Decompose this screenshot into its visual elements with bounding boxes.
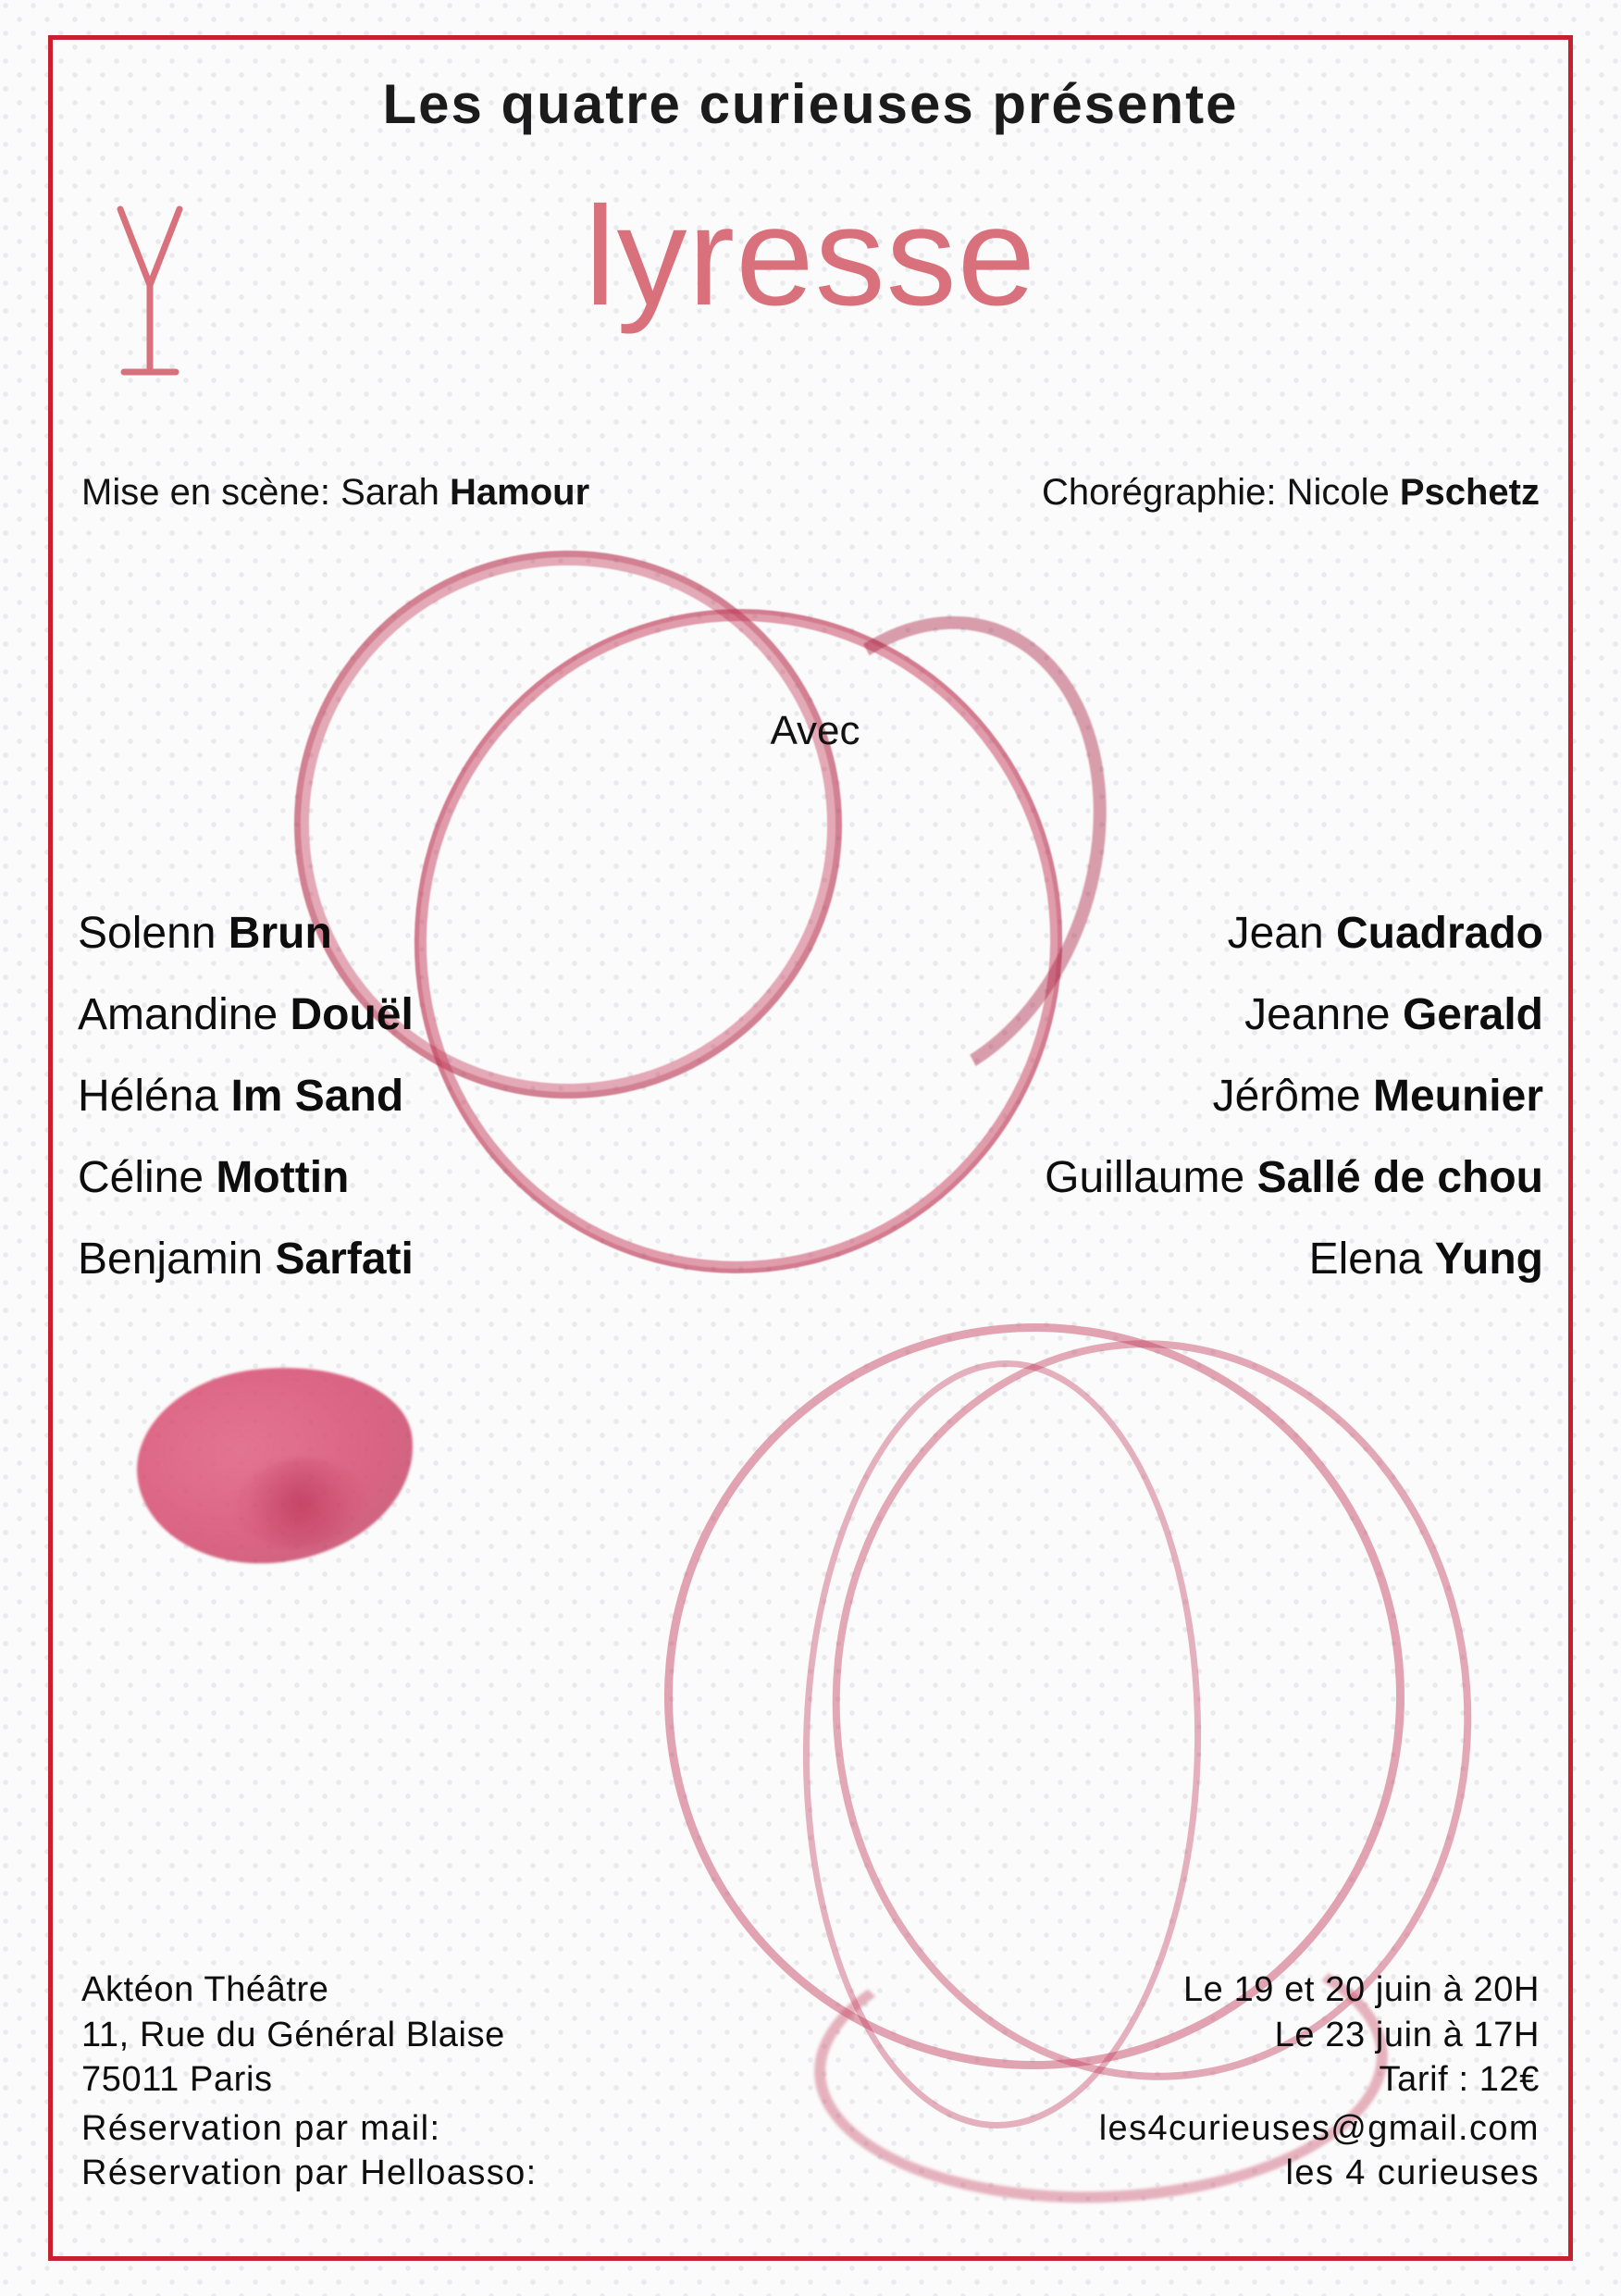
cast-member-left (78, 990, 414, 1039)
cast-first-name: Solenn (78, 909, 229, 958)
cast-member-right (1045, 1153, 1543, 1202)
cast-row (78, 1074, 1543, 1119)
contact-helloasso-row (81, 2151, 1540, 2196)
cast-member-left (78, 1153, 350, 1202)
wine-glass-icon (107, 200, 192, 385)
dates-block (1183, 1967, 1540, 2103)
contact-mail-value[interactable]: les4curieuses@gmail.com (1098, 2108, 1540, 2148)
cast-member-right (1213, 1074, 1543, 1119)
cast-first-name: Jean (1227, 909, 1336, 958)
cast-last-name: Sarfati (275, 1235, 414, 1284)
cast-list (78, 909, 1543, 1319)
choreography-name: Pschetz (1399, 472, 1540, 513)
date-line-2: Le 23 juin à 17H (1274, 2015, 1540, 2054)
choreography-credit (1042, 472, 1540, 514)
cast-first-name: Jeanne (1244, 990, 1403, 1039)
contact-mail-label: Réservation par mail: (81, 2108, 441, 2148)
direction-name: Hamour (450, 472, 590, 513)
venue-city: 75011 Paris (81, 2060, 273, 2100)
cast-first-name: Céline (78, 1153, 217, 1202)
cast-row (78, 1153, 1543, 1202)
cast-last-name: Meunier (1372, 1072, 1543, 1121)
footer (81, 1967, 1540, 2196)
cast-first-name: Jérôme (1212, 1072, 1373, 1121)
cast-member-left (78, 1074, 403, 1119)
cast-row (78, 909, 1543, 958)
cast-last-name: Yung (1434, 1235, 1543, 1284)
choreography-prefix: Chorégraphie: Nicole (1041, 472, 1400, 513)
venue-name: Aktéon Théâtre (81, 1969, 329, 2009)
venue-block (81, 1967, 505, 2103)
cast-member-left (78, 909, 332, 958)
show-title: lyresse (584, 178, 1037, 335)
contact-block (81, 2106, 1540, 2196)
cast-member-right (1309, 1237, 1543, 1282)
venue-street: 11, Rue du Général Blaise (81, 2015, 505, 2054)
contact-mail-row (81, 2106, 1540, 2152)
cast-last-name: Mottin (216, 1153, 350, 1202)
direction-prefix: Mise en scène: Sarah (81, 472, 450, 513)
direction-credit (81, 472, 589, 514)
cast-first-name: Benjamin (78, 1235, 276, 1284)
cast-first-name: Elena (1308, 1235, 1435, 1284)
cast-member-left (78, 1237, 414, 1282)
cast-heading: Avec (770, 708, 860, 753)
credits (81, 472, 1540, 514)
cast-last-name: Gerald (1402, 990, 1543, 1039)
price: Tarif : 12€ (1379, 2060, 1540, 2100)
cast-last-name: Douël (290, 990, 414, 1039)
cast-last-name: Brun (228, 909, 332, 958)
cast-last-name: Cuadrado (1335, 909, 1543, 958)
contact-helloasso-label: Réservation par Helloasso: (81, 2153, 538, 2193)
contact-helloasso-value[interactable]: les 4 curieuses (1285, 2153, 1540, 2193)
cast-row (78, 1237, 1543, 1282)
cast-member-right (1244, 990, 1543, 1039)
date-line-1: Le 19 et 20 juin à 20H (1182, 1969, 1540, 2009)
cast-first-name: Amandine (78, 990, 291, 1039)
cast-first-name: Guillaume (1045, 1153, 1257, 1202)
cast-last-name: Sallé de chou (1256, 1153, 1543, 1202)
cast-last-name: Im Sand (230, 1072, 404, 1121)
cast-row (78, 990, 1543, 1039)
cast-member-right (1227, 909, 1543, 958)
cast-first-name: Héléna (78, 1072, 231, 1121)
show-title-wrap (0, 178, 1621, 335)
page-title: Les quatre curieuses présente (382, 73, 1239, 135)
